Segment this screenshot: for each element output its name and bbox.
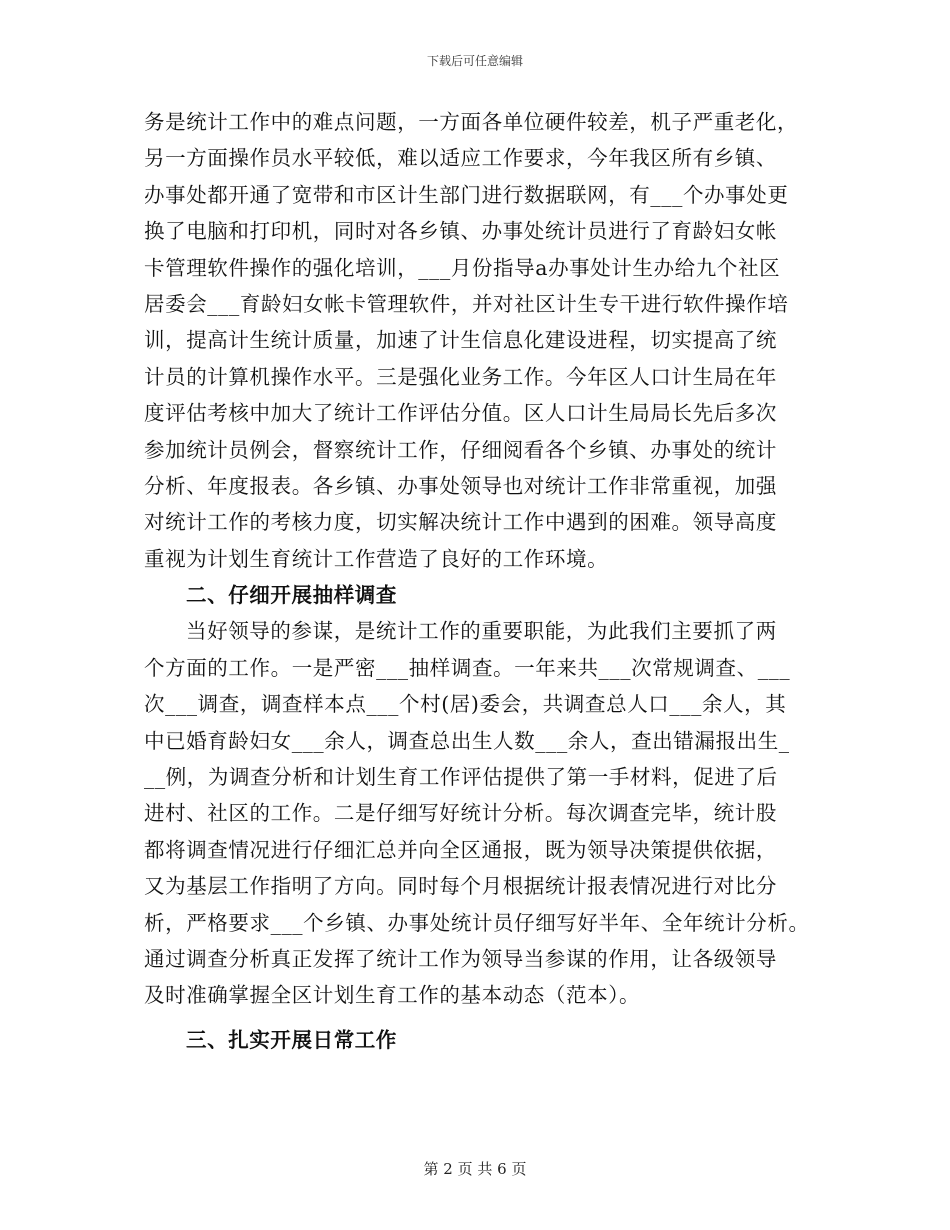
section-heading-2: 二、仔细开展抽样调查	[186, 583, 397, 608]
text-line: 换了电脑和打印机，同时对各乡镇、办事处统计员进行了育龄妇女帐	[144, 219, 777, 244]
text-line: 通过调查分析真正发挥了统计工作为领导当参谋的作用，让各级领导	[144, 946, 777, 971]
text-line: 当好领导的参谋，是统计工作的重要职能，为此我们主要抓了两	[186, 619, 777, 644]
text-line: 对统计工作的考核力度，切实解决统计工作中遇到的困难。领导高度	[144, 510, 777, 535]
text-line: 分析、年度报表。各乡镇、办事处领导也对统计工作非常重视，加强	[144, 473, 777, 498]
text-line: __例，为调查分析和计划生育工作评估提供了第一手材料，促进了后	[144, 765, 778, 790]
text-line: 个方面的工作。一是严密___抽样调查。一年来共___次常规调查、___	[144, 655, 791, 680]
text-line: 又为基层工作指明了方向。同时每个月根据统计报表情况进行对比分	[144, 874, 777, 899]
text-line: 另一方面操作员水平较低，难以适应工作要求，今年我区所有乡镇、	[144, 146, 777, 171]
document-body	[144, 104, 812, 1058]
text-line: 办事处都开通了宽带和市区计生部门进行数据联网，有___个办事处更	[144, 182, 789, 207]
text-line: 计员的计算机操作水平。三是强化业务工作。今年区人口计生局在年	[144, 364, 777, 389]
page-header: 下载后可任意编辑	[426, 54, 523, 68]
text-line: 都将调查情况进行仔细汇总并向全区通报，既为领导决策提供依据，	[144, 837, 777, 862]
paragraph-2	[144, 613, 812, 1013]
paragraph-1	[144, 104, 812, 577]
text-line: 次___调查，调查样本点___个村(居)委会，共调查总人口___余人，其	[144, 692, 787, 717]
text-line: 居委会___育龄妇女帐卡管理软件，并对社区计生专干进行软件操作培	[144, 291, 789, 316]
text-line: 卡管理软件操作的强化培训，___月份指导a办事处计生办给九个社区	[144, 255, 781, 280]
section-heading-3: 三、扎实开展日常工作	[186, 1027, 397, 1052]
text-line: 度评估考核中加大了统计工作评估分值。区人口计生局局长先后多次	[144, 401, 777, 426]
text-line: 务是统计工作中的难点问题，一方面各单位硬件较差，机子严重老化，	[144, 110, 799, 134]
page-number: 第 2 页 共 6 页	[423, 1160, 527, 1178]
text-line: 进村、社区的工作。二是仔细写好统计分析。每次调查完毕，统计股	[144, 801, 777, 826]
text-line: 参加统计员例会，督察统计工作，仔细阅看各个乡镇、办事处的统计	[144, 437, 777, 462]
text-line: 及时准确掌握全区计划生育工作的基本动态（范本）。	[144, 983, 641, 1008]
text-line: 析，严格要求___个乡镇、办事处统计员仔细写好半年、全年统计分析。	[144, 910, 810, 935]
text-line: 中已婚育龄妇女___余人，调查总出生人数___余人，查出错漏报出生_	[144, 728, 790, 753]
text-line: 训，提高计生统计质量，加速了计生信息化建设进程，切实提高了统	[144, 328, 777, 353]
text-line: 重视为计划生育统计工作营造了良好的工作环境。	[144, 546, 609, 571]
